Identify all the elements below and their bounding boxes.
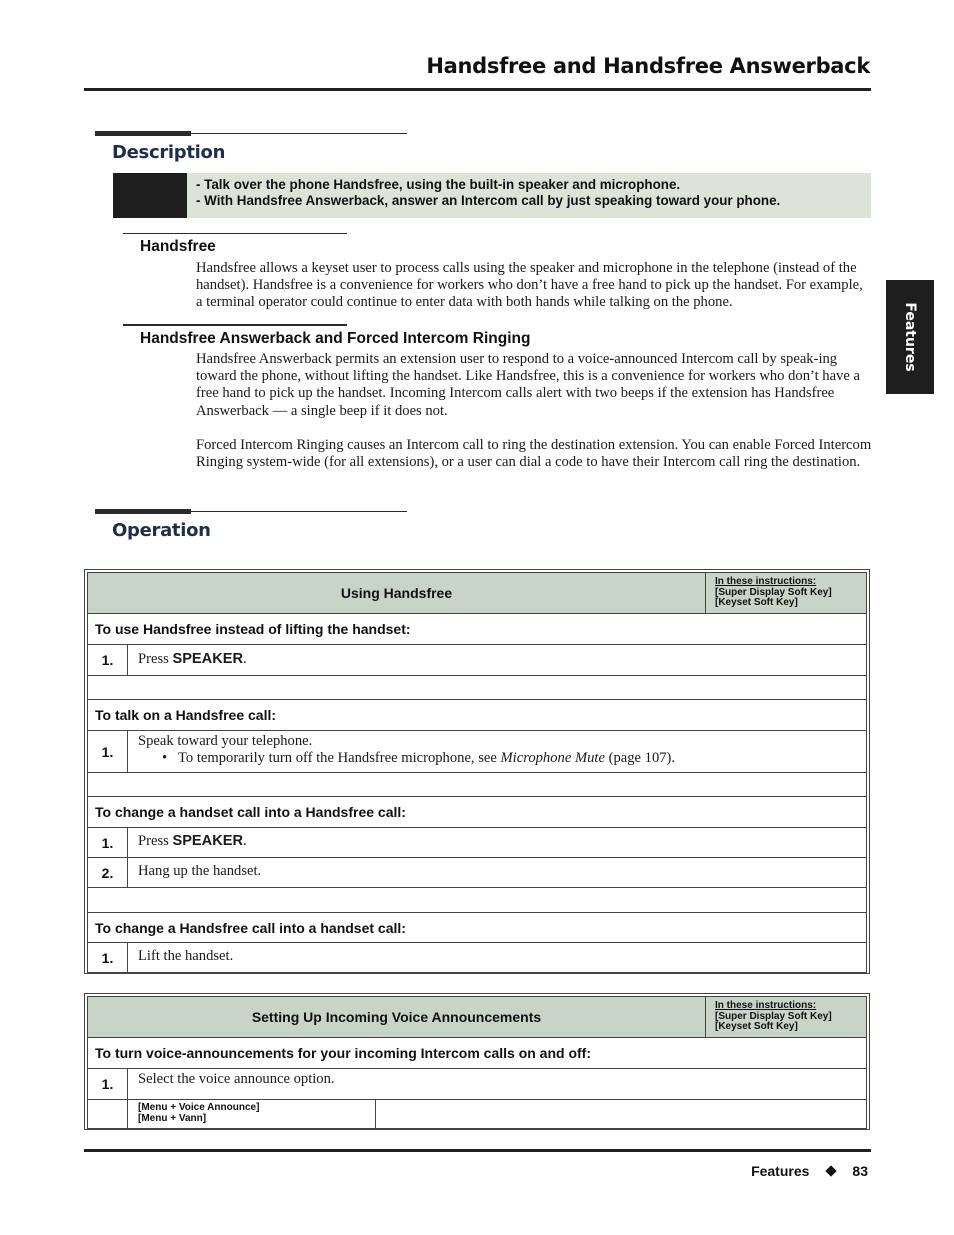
task-row: To use Handsfree instead of lifting the handset:: [87, 614, 867, 645]
summary-box-marker: [113, 173, 187, 218]
subsection-rule: [123, 233, 347, 234]
subsection-heading-handsfree: Handsfree: [140, 238, 216, 255]
task-row: To change a Handsfree call into a handset call:: [87, 913, 867, 943]
table-header: [87, 996, 867, 1038]
step-row: 1. Lift the handset.: [87, 943, 867, 973]
table-title: Setting Up Incoming Voice Announcements: [88, 997, 706, 1037]
spacer-row: [87, 773, 867, 797]
section-rule-thin: [95, 133, 407, 134]
side-tab-label: Features: [902, 302, 918, 372]
softkey-sequence: [Menu + Voice Announce] [Menu + Vann]: [128, 1100, 376, 1128]
step-row: 2. Hang up the handset.: [87, 858, 867, 888]
table-title: Using Handsfree: [88, 573, 706, 613]
summary-text: [187, 173, 871, 218]
softkey-row: [87, 1100, 867, 1129]
task-row: To talk on a Handsfree call:: [87, 700, 867, 731]
description-heading: Description: [112, 142, 226, 163]
using-handsfree-table: [84, 569, 870, 974]
summary-line: - Talk over the phone Handsfree, using the built-in speaker and microphone.: [196, 177, 681, 192]
page-footer: [751, 1163, 868, 1179]
paragraph: Forced Intercom Ringing causes an Intercom call to ring the destination extension. You can enable Forced Intercom Ringing system-wide (for all extensions), or a user can dial a code to have their Intercom call ring the destination.: [196, 437, 872, 471]
page-number: 83: [852, 1163, 868, 1179]
voice-announcements-table: [84, 993, 870, 1130]
footer-rule: [84, 1149, 871, 1152]
step-row: 1. Select the voice announce option.: [87, 1069, 867, 1100]
table-header: [87, 572, 867, 614]
task-row: To change a handset call into a Handsfree call:: [87, 797, 867, 828]
diamond-icon: [826, 1165, 837, 1176]
paragraph: Handsfree Answerback permits an extension user to respond to a voice-announced Intercom call by speak-ing toward the phone, without lifting the handset. Like Handsfree, this is a convenience for workers who don’t have a free hand to pick up the handset. Incoming Intercom calls alert with two beeps if the extension has Handsfree Answerback — a single beep if it does not.: [196, 351, 860, 419]
step-row: 1. Press SPEAKER.: [87, 645, 867, 676]
summary-line: - With Handsfree Answerback, answer an Intercom call by just speaking toward your phone.: [196, 192, 781, 208]
page-title: Handsfree and Handsfree Answerback: [426, 54, 870, 78]
instructions-legend: In these instructions: [Super Display Soft Key] [Keyset Soft Key]: [715, 1000, 832, 1032]
operation-heading: Operation: [112, 520, 211, 541]
instructions-legend: In these instructions: [Super Display Soft Key] [Keyset Soft Key]: [715, 576, 832, 608]
section-rule-thin: [95, 511, 407, 512]
footer-section: Features: [751, 1163, 810, 1179]
cross-reference-link: Microphone Mute: [500, 750, 605, 766]
title-rule: [84, 88, 871, 91]
spacer-row: [87, 888, 867, 913]
spacer-row: [87, 676, 867, 700]
task-row: To turn voice-announcements for your incoming Intercom calls on and off:: [87, 1038, 867, 1069]
bullet-item: • To temporarily turn off the Handsfree microphone, see Microphone Mute (page 107).: [138, 750, 675, 767]
subsection-heading-answerback: Handsfree Answerback and Forced Intercom Ringing: [140, 330, 531, 347]
step-row: 1. Press SPEAKER.: [87, 828, 867, 858]
paragraph: Handsfree allows a keyset user to process calls using the speaker and microphone in the telephone (instead of the handset). Handsfree is a convenience for workers who don’t have a free hand to pick up the handset. For example, a terminal operator could continue to enter data with both hands while talking on the phone.: [196, 260, 863, 311]
side-tab: [886, 280, 934, 394]
step-row: 1. Speak toward your telephone. • To temporarily turn off the Handsfree microphone, see Microphone Mute (page 107).: [87, 731, 867, 773]
summary-box: [113, 173, 871, 218]
subsection-rule: [123, 324, 347, 326]
